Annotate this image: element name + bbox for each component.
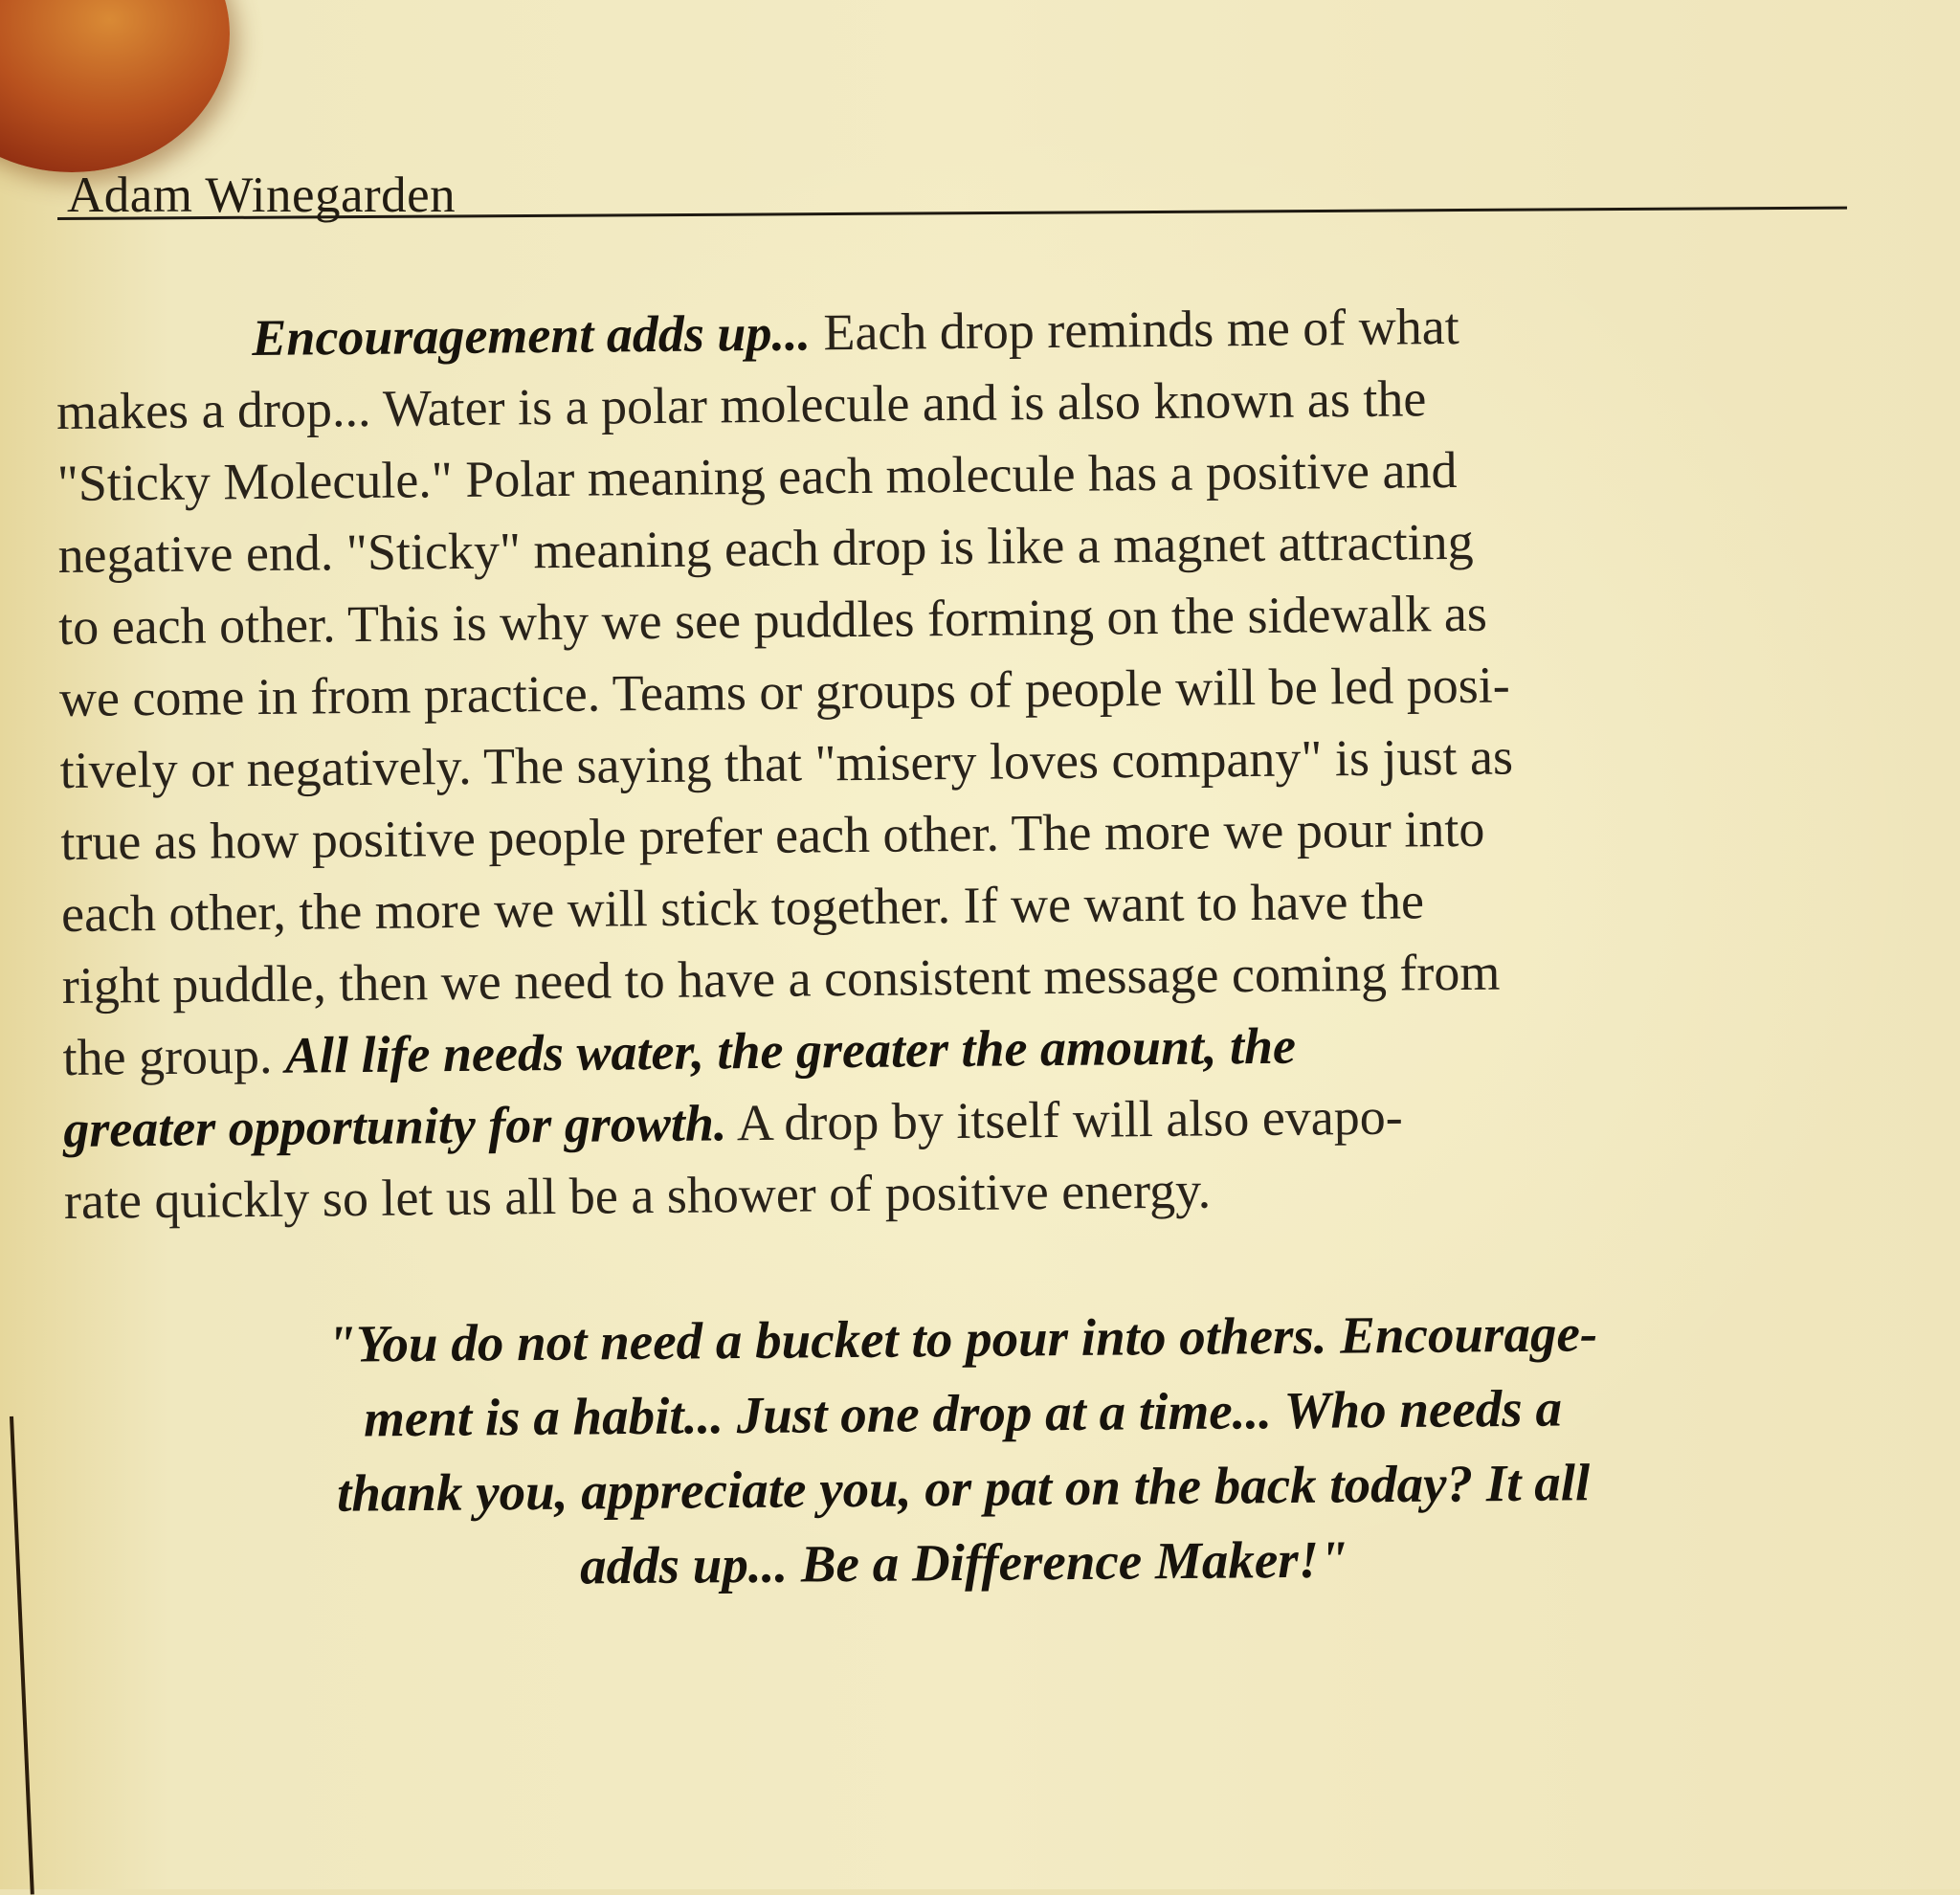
emphasis-text: All life needs water, the greater the amount, the [284, 1016, 1297, 1084]
body-line: to each other. This is why we see puddles forming on the sidewalk as [57, 584, 1488, 656]
quote-line: "You do not need a bucket to pour into others. Encourage- [326, 1304, 1598, 1373]
fingertip [0, 0, 230, 172]
body-line: true as how positive people prefer each other. The more we pour into [60, 799, 1485, 871]
body-text-fragment: A drop by itself will also evapo- [726, 1087, 1403, 1152]
body-line: right puddle, then we need to have a consistent message coming from [61, 943, 1501, 1014]
body-line: rate quickly so let us all be a shower of positive energy. [63, 1161, 1212, 1230]
body-line: each other, the more we will stick together. If we want to have the [60, 872, 1425, 943]
pull-quote [86, 1294, 1840, 1608]
body-text-fragment: the group. [62, 1026, 286, 1086]
quote-line: ment is a habit... Just one drop at a time... Who needs a [363, 1378, 1563, 1448]
lead-in-emphasis: Encouragement adds up... [252, 303, 812, 368]
emphasis-text: greater opportunity for growth. [62, 1094, 727, 1158]
body-line: makes a drop... Water is a polar molecule and is also known as the [56, 369, 1427, 440]
body-line: "Sticky Molecule." Polar meaning each molecule has a positive and [56, 440, 1458, 512]
quote-line: adds up... Be a Difference Maker!" [579, 1529, 1348, 1595]
page-edge-line [10, 1416, 34, 1895]
body-paragraph [56, 287, 1835, 1237]
running-header-author: Adam Winegarden [67, 167, 457, 223]
body-line: tively or negatively. The saying that "misery loves company" is just as [59, 727, 1514, 799]
body-line: we come in from practice. Teams or groups of people will be led posi- [58, 656, 1510, 727]
body-text-fragment: Each drop reminds me of what [810, 297, 1459, 362]
quote-line: thank you, appreciate you, or pat on the back today? It all [336, 1453, 1591, 1523]
body-line: negative end. "Sticky" meaning each drop is like a magnet attracting [57, 512, 1474, 584]
